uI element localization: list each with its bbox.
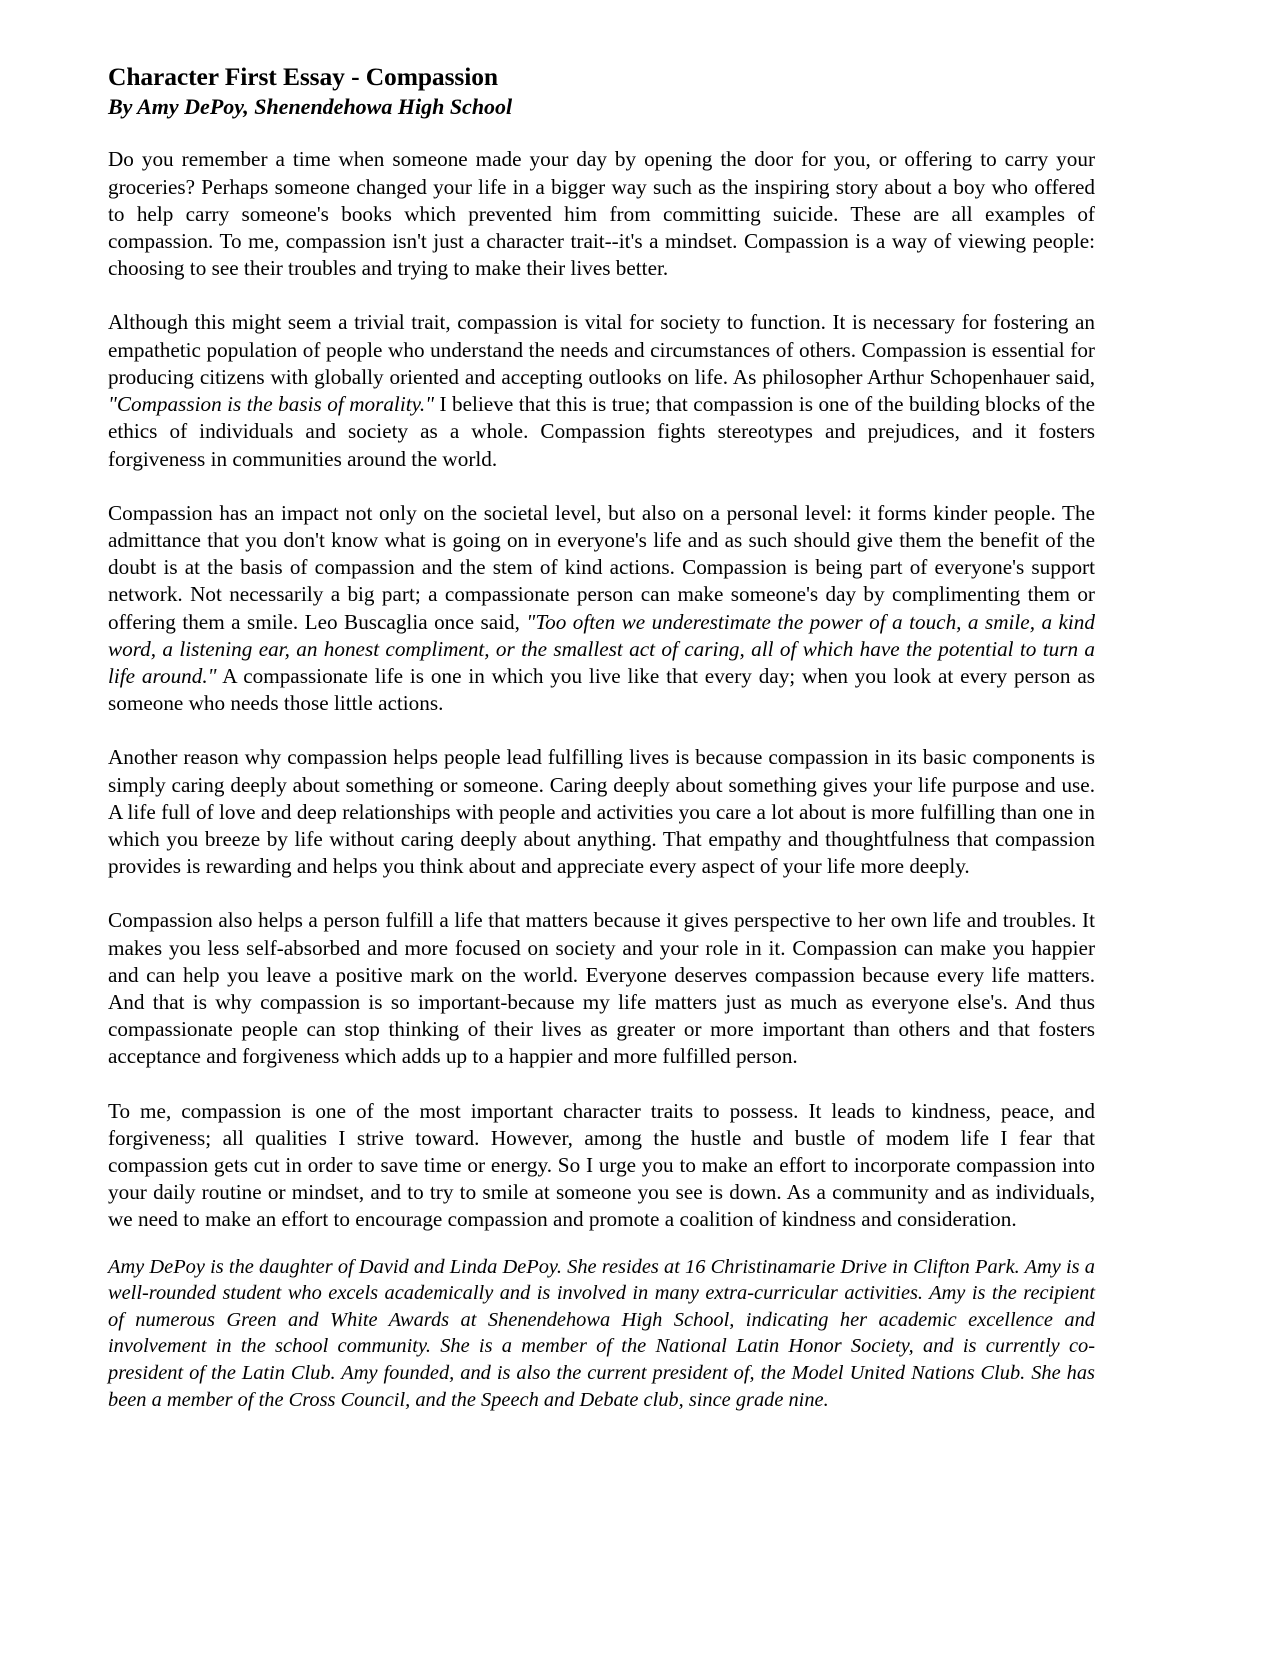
body-paragraph-society — [108, 309, 1095, 472]
author-bio: Amy DePoy is the daughter of David and Linda DePoy. She resides at 16 Christinamarie Drive in Clifton Park. Amy is a well-rounded student who excels academically and is involved in many extra-curricular activities. Amy is the recipient of numerous Green and White Awards at Shenendehowa High School, indicating her academic excellence and involvement in the school community. She is a member of the National Latin Honor Society, and is currently co-president of the Latin Club. Amy founded, and is also the current president of, the Model United Nations Club. She has been a member of the Cross Council, and the Speech and Debate club, since grade nine. — [108, 1255, 1095, 1411]
text-run: Another reason why compassion helps people lead fulfilling lives is because compassion in its basic components is simply caring deeply about something or someone. Caring deeply about something gives your life purpose and use. A life full of love and deep relationships with people and activities you care a lot about is more fulfilling than one in which you breeze by life without caring deeply about anything. That empathy and thoughtfulness that compassion provides is rewarding and helps you think about and appreciate every aspect of your life more deeply. — [108, 745, 1095, 879]
text-run: Although this might seem a trivial trait, compassion is vital for society to function. It is necessary for fostering an empathetic population of people who understand the needs and circumstances of others. Compassion is essential for producing citizens with globally oriented and accepting outlooks on life. As philosopher Arthur Schopenhauer said, — [108, 310, 1095, 389]
text-run: A compassionate life is one in which you live like that every day; when you look at every person as someone who needs those little actions. — [108, 663, 1095, 716]
text-run: Compassion has an impact not only on the societal level, but also on a personal level: it forms kinder people. The admittance that you don't know what is going on in everyone's life and as such should give them the benefit of the doubt is at the basis of compassion and the stem of kind actions. Compassion is being part of everyone's support network. Not necessarily a big part; a compassionate person can make someone's day by complimenting them or offering them a smile. Leo Buscaglia once said, — [108, 500, 1095, 634]
body-paragraph-fulfilling — [108, 744, 1095, 880]
text-run: I believe that this is true; that compassion is one of the building blocks of the ethics of individuals and society as a whole. Compassion fights stereotypes and prejudices, and it fosters forgiveness in communities around the world. — [108, 392, 1095, 471]
text-run: Compassion also helps a person fulfill a life that matters because it gives perspective to her own life and troubles. It makes you less self-absorbed and more focused on society and your role in it. Compassion can make you happier and can help you leave a positive mark on the world. Everyone deserves compassion because every life matters. And that is why compassion is so important-because my life matters just as much as everyone else's. And thus compassionate people can stop thinking of their lives as greater or more important than others and that fosters acceptance and forgiveness which adds up to a happier and more fulfilled person. — [108, 908, 1095, 1069]
document-content — [108, 62, 1095, 1413]
page-title: Character First Essay - Compassion — [108, 62, 498, 91]
essay-body — [108, 146, 1095, 1233]
body-paragraph-perspective — [108, 907, 1095, 1070]
author-byline: By Amy DePoy, Shenendehowa High School — [108, 94, 513, 120]
body-paragraph-intro — [108, 146, 1095, 282]
inline-quote: "Compassion is the basis of morality." — [108, 392, 435, 417]
text-run: To me, compassion is one of the most important character traits to possess. It leads to kindness, peace, and forgiveness; all qualities I strive toward. However, among the hustle and bustle of modem life I fear that compassion gets cut in order to save time or energy. So I urge you to make an effort to incorporate compassion into your daily routine or mindset, and to try to smile at someone you see is down. As a community and as individuals, we need to make an effort to encourage compassion and promote a coalition of kindness and consideration. — [108, 1098, 1095, 1232]
inline-quote: "Too often we underestimate the power of a touch, a smile, a kind word, a listening ear, an honest compliment, or the smallest act of caring, all of which have the potential to turn a life around." — [108, 609, 1095, 688]
body-paragraph-personal — [108, 500, 1095, 718]
body-paragraph-conclusion — [108, 1098, 1095, 1234]
text-run: Do you remember a time when someone made your day by opening the door for you, or offering to carry your groceries? Perhaps someone changed your life in a bigger way such as the inspiring story about a boy who offered to help carry someone's books which prevented him from committing suicide. These are all examples of compassion. To me, compassion isn't just a character trait--it's a mindset. Compassion is a way of viewing people: choosing to see their troubles and trying to make their lives better. — [108, 147, 1095, 281]
